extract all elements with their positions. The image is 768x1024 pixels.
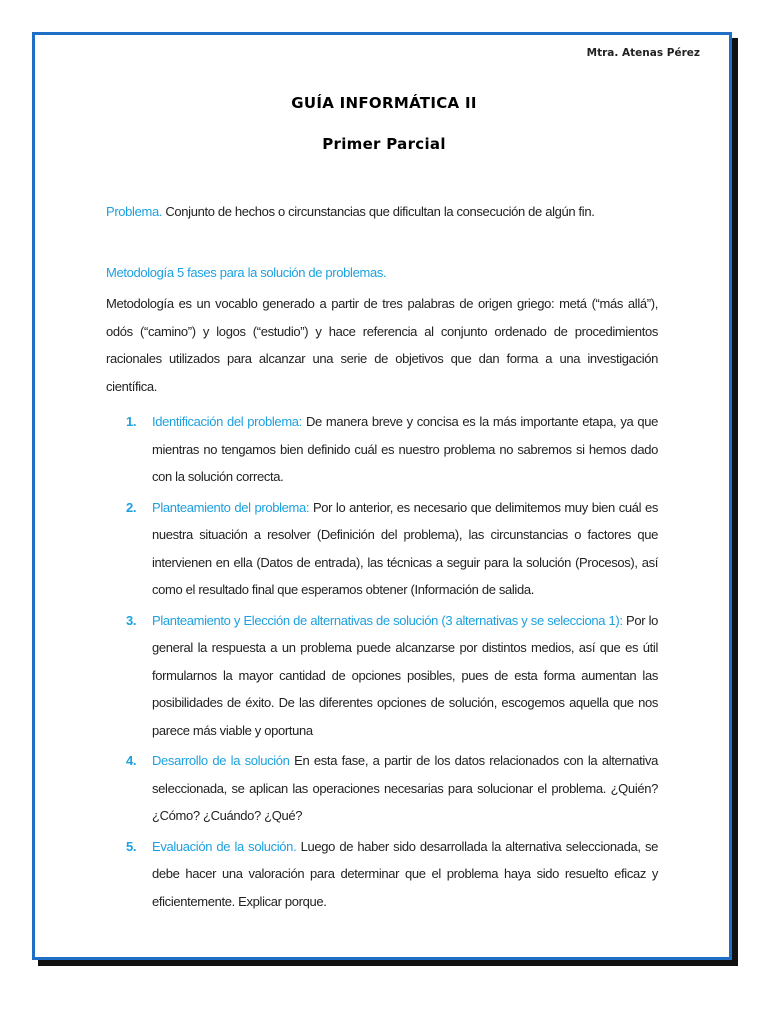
- step-text: Luego de haber sido desarrollada la alternativa seleccionada, se debe hacer una valoración para determinar que el problema haya sido resuelto eficaz y eficientemente. Explicar porque.: [152, 838, 658, 909]
- problema-term: Problema.: [106, 204, 163, 219]
- step-title: Planteamiento y Elección de alternativas de solución (3 alternativas y se selecciona 1):: [152, 612, 623, 628]
- step-item: [126, 408, 658, 491]
- step-number: 5.: [126, 838, 137, 854]
- step-item: [126, 607, 658, 745]
- author-name: Mtra. Atenas Pérez: [586, 47, 700, 59]
- step-number: 3.: [126, 612, 137, 628]
- step-title: Identificación del problema:: [152, 414, 302, 429]
- problema-text: Conjunto de hechos o circunstancias que dificultan la consecución de algún fin.: [162, 204, 595, 219]
- step-text: De manera breve y concisa es la más importante etapa, ya que mientras no tengamos bien definido cuál es nuestro problema no sabremos si hemos dado con la solución correcta.: [152, 414, 658, 484]
- document-subtitle: Primer Parcial: [322, 135, 446, 153]
- step-number: 1.: [126, 414, 137, 429]
- step-item: [126, 494, 658, 604]
- problema-definition: [106, 202, 658, 222]
- step-title: Planteamiento del problema:: [152, 499, 310, 515]
- metodologia-heading: Metodología 5 fases para la solución de problemas.: [106, 265, 387, 280]
- step-item: [126, 833, 658, 916]
- step-title: Desarrollo de la solución: [152, 753, 290, 768]
- step-text: Por lo general la respuesta a un problema puede alcanzarse por distintos medios, así que es útil formularnos la mayor cantidad de opciones posibles, pues de esta forma aumentan las posibilidades de éxito. De las diferentes opciones de solución, escogemos aquella que nos parece más viable y oportuna: [152, 612, 658, 738]
- step-item: [126, 747, 658, 830]
- step-number: 4.: [126, 753, 137, 768]
- metodologia-paragraph: Metodología es un vocablo generado a partir de tres palabras de origen griego: metá (“más allá”), odós (“camino”) y logos (“estudio”) y hace referencia al conjunto ordenado de procedimientos racionales utilizados para alcanzar una serie de objetivos que dan forma a una investigación científica.: [106, 296, 658, 394]
- step-number: 2.: [126, 499, 137, 515]
- step-text: Por lo anterior, es necesario que delimitemos muy bien cuál es nuestra situación a resolver (Definición del problema), las circunstancias o factores que intervienen en ella (Datos de entrada), las técnicas a seguir para la solución (Procesos), así como el resultado final que esperamos obtener (Información de salida.: [152, 499, 659, 597]
- document-title: GUÍA INFORMÁTICA II: [291, 94, 477, 112]
- step-text: En esta fase, a partir de los datos relacionados con la alternativa seleccionada, se aplican las operaciones necesarias para solucionar el problema. ¿Quién? ¿Cómo? ¿Cuándo? ¿Qué?: [152, 753, 658, 823]
- step-title: Evaluación de la solución.: [152, 838, 297, 854]
- steps-list: [126, 408, 658, 918]
